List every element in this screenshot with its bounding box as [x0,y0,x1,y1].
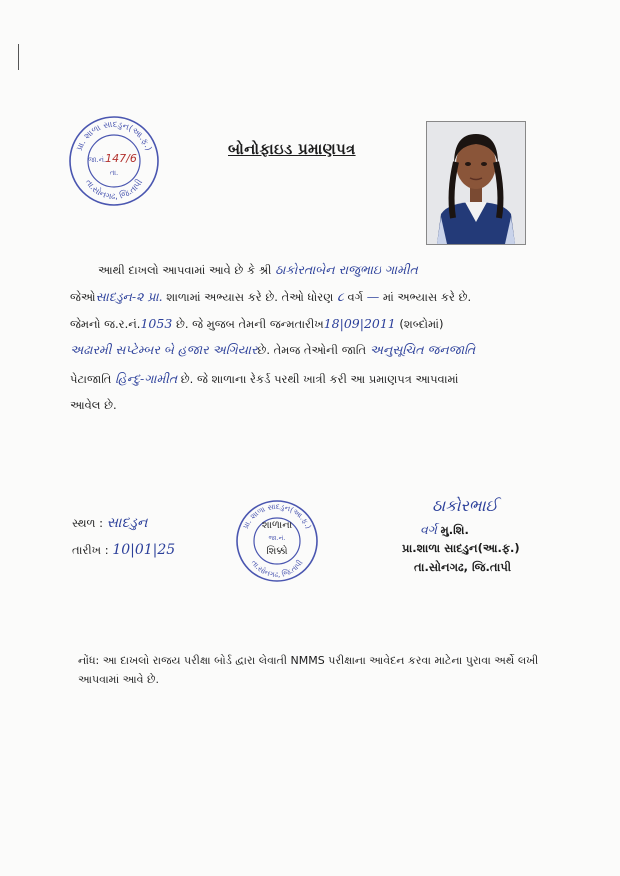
body-line-5 [70,371,458,387]
seal-line-3: શિક્કો [266,546,288,557]
seal-line-2: જા.નં. [268,534,286,542]
stamp-inner-number: 147/6 [105,152,137,165]
body-line-1 [98,262,418,278]
date-label: તારીખ : [72,543,109,557]
division-value: — [366,289,380,304]
body-line-4-mid: છે. તેમજ તેઓની જાતિ [257,343,367,357]
signature-line-1-prefix: વર્ગ [420,522,437,537]
signature-designation: મુ.શિ. [440,523,469,537]
body-line-1-lead: આથી દાખલો આપવામાં આવે છે કે શ્રી [98,263,272,277]
body-line-3-tail: (શબ્દોમાં) [399,317,444,331]
standard-value: ૮ [336,289,344,304]
class-label: વર્ગ [347,290,364,304]
date-value: 10|01|25 [112,542,176,558]
body-line-2-lead: જેઓ [70,290,96,304]
place-row [72,515,147,531]
seal-ring-bottom-text: તા.સોનગઢ, જિ.તાપી [249,558,305,580]
body-line-3-mid: છે. જે મુજબ તેમની જન્મતારીખ [175,317,324,331]
signature-line-1 [420,522,469,538]
date-row [72,542,175,558]
student-photo [426,121,526,245]
stamp-ring-bottom-text: તા.સોનગઢ, જિ.તાપી [82,177,146,203]
body-line-6: આવેલ છે. [70,398,117,412]
body-line-2 [70,289,471,305]
svg-text:પ્રા. શાળા સાદડુન(આ.ફ.) [75,120,153,152]
stamp-inner-bottom: તા. [109,169,119,177]
student-name: ઠાકોરતાબેન રાજુભાઇ ગામીત [275,262,418,277]
body-line-2-tail: માં અભ્યાસ કરે છે. [382,290,472,304]
place-label: સ્થળ : [72,516,104,530]
caste-value: અનુસૂચિત જનજાતિ [369,342,476,357]
signature-school: પ્રા.શાળા સાદડુન(આ.ફ.) [402,541,520,555]
body-line-4 [70,342,475,358]
body-line-3 [70,316,443,332]
seal-line-1: શાળાના [261,520,293,531]
school-name: સાદડુન-૨ પ્રા. [95,289,163,304]
seal-ring-top-text: પ્રા. શાળા સાદડુન(આ.ફ.) [240,501,314,531]
place-value: સાદડુન [106,515,148,531]
footnote: નોંધ: આ દાખલો રાજય પરીક્ષા બોર્ડ દ્વારા લેવાતી NMMS પરીક્ષાના આવેદન કરવા માટેના પુરાવા અર્થે લખી આપવામાં આવે છે. [78,654,539,686]
gr-number: 1053 [140,316,173,331]
signature-taluka: તા.સોનગઢ, જિ.તાપી [414,560,512,574]
stamp-inner-label: જા.નં. [87,156,107,164]
school-seal-center [234,498,320,584]
certificate-title: બોનોફાઇડ પ્રમાણપત્ર [228,140,356,158]
sub-caste-value: હિન્દુ-ગામીત [115,371,178,386]
principal-signature [432,496,498,516]
signature-scribble: ઠાકોરભાઈ [432,496,498,515]
school-stamp-top [66,113,162,209]
body-line-3-lead: જેમનો જ.ર.નં. [70,317,141,331]
birth-date: 18|09|2011 [323,316,396,331]
stamp-ring-top-text: પ્રા. શાળા સાદડુન(આ.ફ.) [74,119,154,153]
body-line-5-tail: છે. જે શાળાના રેકર્ડ પરથી ખાત્રી કરી આ પ્રમાણપત્ર આપવામાં [180,372,459,386]
birth-date-words: અઢારમી સપ્ટેમ્બર બે હજાર અગિયાર [70,342,258,357]
margin-mark [18,44,19,70]
body-line-2-mid: શાળામાં અભ્યાસ કરે છે. તેઓ ધોરણ [166,290,334,304]
body-line-5-lead: પેટાજાતિ [70,372,112,386]
